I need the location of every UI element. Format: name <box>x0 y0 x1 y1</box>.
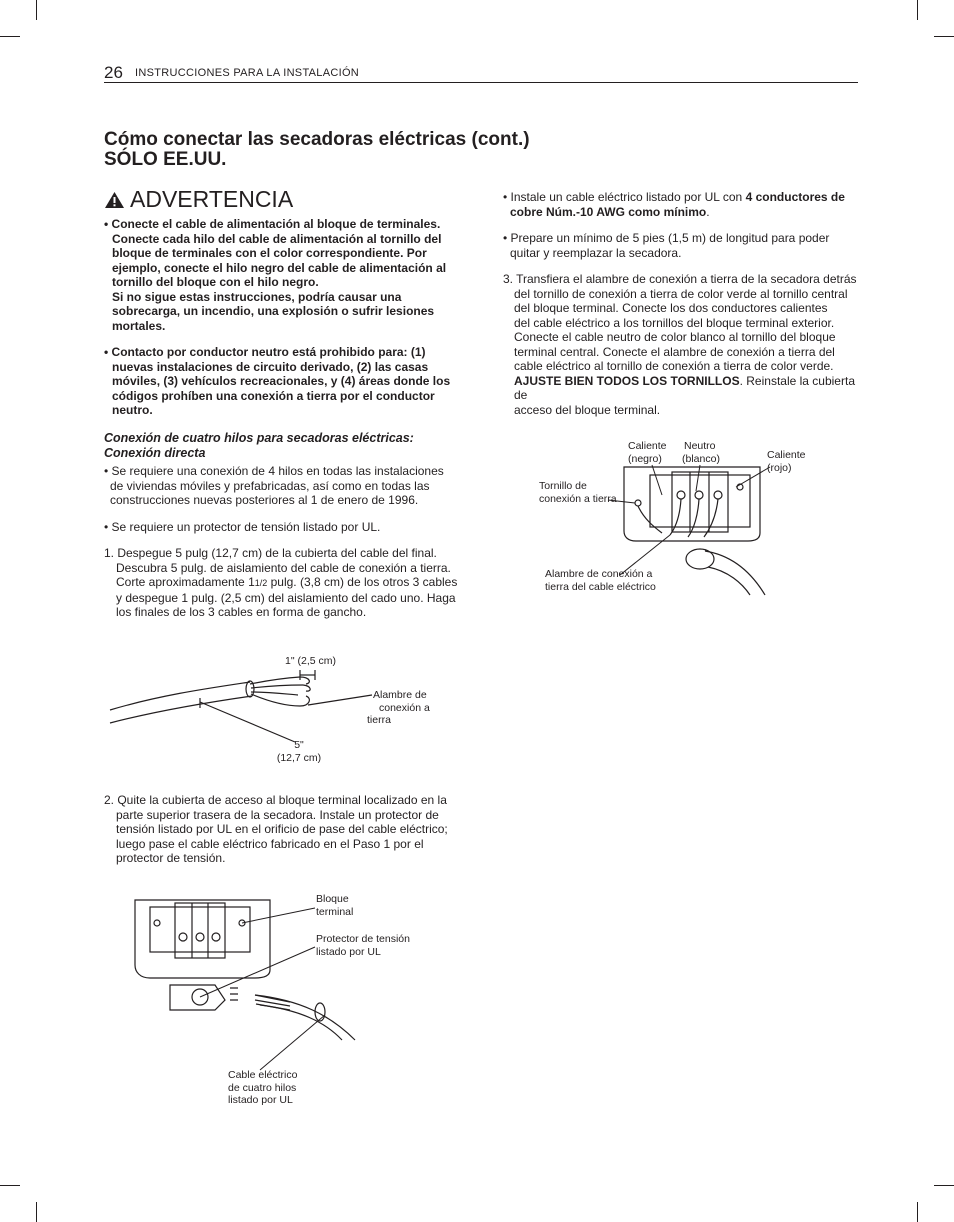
text-line: tornillo del bloque con el hilo negro. <box>112 275 319 289</box>
text-line: • Conecte el cable de alimentación al bloque de terminales. <box>104 217 441 231</box>
text-line: tensión listado por UL en el orificio de pase del cable eléctrico; <box>116 822 448 836</box>
label-line: Neutro <box>684 440 716 452</box>
text-line: sobrecarga, un incendio, una explosión o sufrir lesiones <box>112 304 435 318</box>
step-3 <box>503 272 863 417</box>
label-neutral <box>682 440 720 465</box>
text-line: • Contacto por conductor neutro está prohibido para: (1) <box>104 345 426 359</box>
crop-mark <box>36 1202 37 1222</box>
text-line: parte superior trasera de la secadora. Instale un protector de <box>116 807 439 822</box>
text-line: códigos prohíben una conexión a tierra por el conductor <box>112 388 435 403</box>
label-line: listado por UL <box>316 945 381 958</box>
text-line <box>503 205 863 220</box>
label-line: (negro) <box>628 452 662 465</box>
label-hot-black <box>628 440 667 465</box>
label-line: conexión a tierra <box>539 492 617 505</box>
label-line: Protector de tensión <box>316 933 410 945</box>
label-line: listado por UL <box>228 1094 293 1106</box>
text-line <box>503 190 863 205</box>
text-line <box>104 575 474 591</box>
crop-mark <box>934 36 954 37</box>
label-line: (rojo) <box>767 461 792 474</box>
text-line: Conecte el cable neutro de color blanco al tornillo del bloque <box>514 330 836 344</box>
label-line: (12,7 cm) <box>276 751 322 764</box>
label-strain-relief <box>316 933 410 958</box>
text-line: quitar y reemplazar la secadora. <box>510 245 682 260</box>
right-bullet-1 <box>503 190 863 219</box>
page-title-line: Cómo conectar las secadoras eléctricas (cont.) <box>104 129 530 150</box>
warning-triangle-icon <box>104 191 125 209</box>
label-line: Bloque <box>316 893 349 905</box>
crop-mark <box>0 36 20 37</box>
crop-mark <box>36 0 37 20</box>
label-terminal-block <box>316 893 353 918</box>
text-line: construcciones nuevas posteriores al 1 de enero de 1996. <box>110 493 419 507</box>
label-ground-screw <box>539 480 617 505</box>
text-line: • Prepare un mínimo de 5 pies (1,5 m) de longitud para poder <box>503 231 830 245</box>
text-span: • Instale un cable eléctrico listado por UL con <box>503 190 746 204</box>
step-2 <box>104 793 474 866</box>
label-line: Caliente <box>628 440 667 452</box>
warning-bullet <box>104 345 474 418</box>
subheading-line: Conexión de cuatro hilos para secadoras eléctricas: <box>104 431 414 445</box>
text-line: bloque de terminales con el color correspondiente. Por <box>112 246 427 260</box>
label-line: terminal <box>316 905 354 918</box>
crop-mark <box>0 1185 20 1186</box>
text-line: los finales de los 3 cables en forma de gancho. <box>116 605 367 619</box>
label-line: Alambre de conexión a <box>545 568 653 580</box>
fraction: 1/2 <box>254 578 268 588</box>
text-line: • Se requiere una conexión de 4 hilos en todas las instalaciones <box>104 464 444 478</box>
label-hot-red <box>767 449 806 474</box>
text-line: Si no sigue estas instrucciones, podría causar una <box>112 289 402 304</box>
label-line: 5" <box>294 739 304 751</box>
page-title-line: SÓLO EE.UU. <box>104 149 227 170</box>
warning-heading-text: ADVERTENCIA <box>130 186 294 212</box>
crop-mark <box>917 0 918 20</box>
label-line: Cable eléctrico <box>228 1069 298 1081</box>
page-number: 26 <box>104 63 123 82</box>
warning-bullet <box>104 217 474 333</box>
text-line: móviles, (3) vehículos recreacionales, y (4) áreas donde los <box>112 374 451 388</box>
right-bullet-2 <box>503 231 863 260</box>
text-line: 3. Transfiera el alambre de conexión a tierra de la secadora detrás <box>503 272 857 286</box>
text-span: Corte aproximadamente 1 <box>116 575 255 589</box>
label-line: tierra <box>367 714 391 726</box>
text-line: del bloque terminal. Conecte los dos conductores calientes <box>514 301 828 315</box>
text-span: . <box>706 204 710 219</box>
text-span-bold: cobre Núm.-10 AWG como mínimo <box>510 204 707 219</box>
text-line: Descubra 5 pulg. de aislamiento del cable de conexión a tierra. <box>116 560 451 575</box>
label-line: Caliente <box>767 449 806 461</box>
header-rule <box>104 82 858 83</box>
text-line: y despegue 1 pulg. (2,5 cm) del aislamiento del cado uno. Haga <box>116 590 456 605</box>
text-span-bold: AJUSTE BIEN TODOS LOS TORNILLOS <box>514 373 740 388</box>
label-line: Tornillo de <box>539 480 587 492</box>
section-title: INSTRUCCIONES PARA LA INSTALACIÓN <box>135 67 360 79</box>
label-line: (blanco) <box>682 452 720 465</box>
crop-mark <box>934 1185 954 1186</box>
label-line: tierra del cable eléctrico <box>545 580 656 593</box>
text-line: de viviendas móviles y prefabricadas, así como en todas las <box>110 478 430 493</box>
text-line: luego pase el cable eléctrico fabricado en el Paso 1 por el <box>116 836 424 851</box>
text-span-bold: 4 conductores de <box>745 190 845 204</box>
text-span: pulg. (3,8 cm) de los otros 3 cables <box>267 575 458 589</box>
label-5in <box>269 739 329 764</box>
label-line: de cuatro hilos <box>228 1081 297 1094</box>
page-title <box>104 130 530 170</box>
text-line: ejemplo, conecte el hilo negro del cable de alimentación al <box>112 260 447 275</box>
text-line: nuevas instalaciones de circuito derivado, (2) las casas <box>112 359 429 374</box>
text-line: 2. Quite la cubierta de acceso al bloque terminal localizado en la <box>104 793 447 807</box>
label-cable-ground-wire <box>545 568 656 593</box>
label-line: conexión a <box>379 701 430 714</box>
text-line: terminal central. Conecte el alambre de conexión a tierra del <box>514 344 835 359</box>
text-line: mortales. <box>112 318 166 333</box>
label-line: Alambre de <box>373 689 427 701</box>
text-line: 1. Despegue 5 pulg (12,7 cm) de la cubierta del cable del final. <box>104 546 437 560</box>
text-line: del tornillo de conexión a tierra de color verde al tornillo central <box>514 286 848 301</box>
text-line <box>503 374 863 403</box>
label-1in: 1" (2,5 cm) <box>285 655 336 667</box>
text-line: del cable eléctrico a los tornillos del bloque terminal exterior. <box>514 315 835 330</box>
info-bullet <box>104 464 474 508</box>
text-line: neutro. <box>112 403 153 417</box>
text-line: • Se requiere un protector de tensión listado por UL. <box>104 520 381 534</box>
step-1 <box>104 546 474 620</box>
label-power-cable <box>228 1069 297 1107</box>
text-line: Conecte cada hilo del cable de alimentación al tornillo del <box>112 231 442 246</box>
subheading-line: Conexión directa <box>104 446 206 460</box>
text-line: acceso del bloque terminal. <box>514 402 661 417</box>
crop-mark <box>917 1202 918 1222</box>
text-line: cable eléctrico al tornillo de conexión a tierra de color verde. <box>514 359 834 373</box>
subheading <box>104 431 414 461</box>
text-span: . Reinstale la cubierta de <box>514 373 855 402</box>
info-bullet <box>104 520 474 535</box>
warning-heading <box>104 186 293 213</box>
text-line: protector de tensión. <box>116 851 226 865</box>
label-ground-wire <box>367 689 430 727</box>
